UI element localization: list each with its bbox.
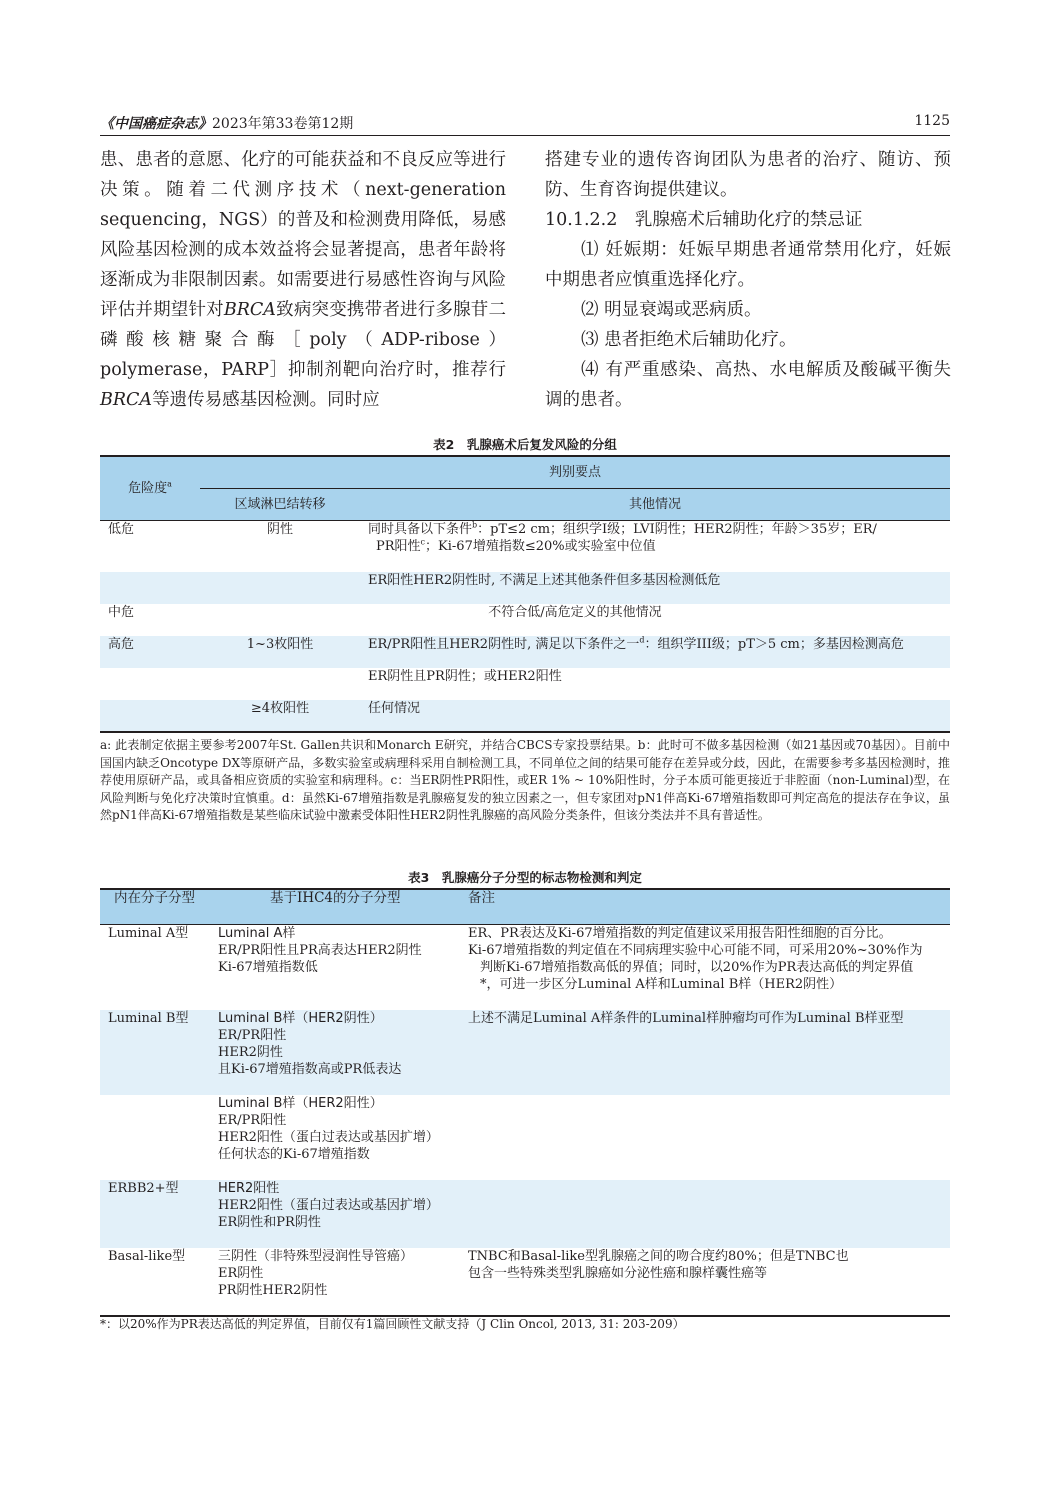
- list-item: ⑴ 妊娠期：妊娠早期患者通常禁用化疗，妊娠中期患者应慎重选择化疗。: [545, 240, 951, 290]
- table3-header-type: 内在分子分型: [100, 889, 210, 925]
- table-row: Basal-like型 三阴性（非特殊型浸润性导管癌） ER阴性 PR阴性HER2阴性 TNBC和Basal-like型乳腺癌之间的吻合度约80%；但是TNBC也 包含一些特殊类型乳腺癌如分泌性癌和腺样囊性癌等: [100, 1248, 950, 1316]
- body-column-left: [100, 145, 506, 415]
- table3-caption: 表3 乳腺癌分子分型的标志物检测和判定: [408, 870, 642, 885]
- table2-header-other: 其他情况: [360, 488, 950, 520]
- table-row: Luminal B型 Luminal B样（HER2阴性） ER/PR阳性 HER2阴性 且Ki-67增殖指数高或PR低表达 上述不满足Luminal A样条件的Luminal样肿瘤均可作为Luminal B样亚型: [100, 1010, 950, 1095]
- gene-name: BRCA: [223, 300, 276, 320]
- running-header: [100, 113, 950, 136]
- section-heading: 10.1.2.2 乳腺癌术后辅助化疗的禁忌证: [545, 210, 863, 230]
- journal-issue: 2023年第33卷第12期: [212, 116, 354, 132]
- page-number: 1125: [914, 113, 950, 129]
- table-row: 中危 不符合低/高危定义的其他情况: [108, 605, 662, 620]
- table2-header-risk: 危险度$^a$: [100, 456, 200, 520]
- table2: [100, 455, 950, 733]
- journal-info: [100, 113, 353, 133]
- gene-name: BRCA: [100, 390, 153, 410]
- list-item: ⑷ 有严重感染、高热、水电解质及酸碱平衡失调的患者。: [545, 360, 951, 410]
- table-row: 高危 1~3枚阳性 ER/PR阳性且HER2阴性时, 满足以下条件之一$^d$：组织学III级；pT＞5 cm；多基因检测高危: [100, 636, 950, 668]
- body-column-right: [545, 145, 951, 415]
- table3-header-ihc: 基于IHC4的分子分型: [210, 889, 460, 925]
- list-item: ⑶ 患者拒绝术后辅助化疗。: [581, 330, 797, 350]
- table-row: ER阳性HER2阴性时, 不满足上述其他条件但多基因检测低危: [100, 572, 950, 604]
- journal-name: 《中国癌症杂志》: [100, 116, 212, 132]
- table-row: 低危 阴性 同时具备以下条件$^b$：pT≤2 cm；组织学Ⅰ级；LVI阴性；HER2阴性；年龄＞35岁；ER/ PR阳性$^c$；Ki-67增殖指数≤20%或实验室中位值: [108, 520, 877, 554]
- table3-footnote: *：以20%作为PR表达高低的判定界值，目前仅有1篇回顾性文献支持（J Clin Oncol, 2013, 31: 203-209）: [100, 1317, 685, 1331]
- table-row: ≥4枚阳性 任何情况: [100, 700, 950, 732]
- table-row: Luminal A型 Luminal A样 ER/PR阳性且PR高表达HER2阴性 Ki-67增殖指数低 ER、PR表达及Ki-67增殖指数的判定值建议采用报告阳性细胞的百分比。 Ki-67增殖指数的判定值在不同病理实验中心可能不同，可采用20%~30%作为 判断Ki-67增殖指数高低的界值；同时，以20%作为PR表达高低的判定界值 *，可进一步区分Luminal A样和Luminal B样（HER2阴性）: [108, 926, 923, 992]
- table2-header-lymph: 区域淋巴结转移: [200, 488, 360, 520]
- list-item: ⑵ 明显衰竭或恶病质。: [581, 300, 762, 320]
- table-row: Luminal B样（HER2阳性） ER/PR阳性 HER2阳性（蛋白过表达或基因扩增） 任何状态的Ki-67增殖指数: [218, 1095, 439, 1162]
- table-row: ERBB2+型 HER2阳性 HER2阳性（蛋白过表达或基因扩增） ER阴性和PR阴性: [100, 1180, 950, 1248]
- table-row: ER阴性且PR阴性；或HER2阳性: [368, 669, 562, 684]
- table2-header-keypoints: 判别要点: [200, 456, 950, 488]
- table2-notes: a: 此表制定依据主要参考2007年St. Gallen共识和Monarch E研究，并结合CBCS专家投票结果。b：此时可不做多基因检测（如21基因或70基因）。目前中国国内缺乏Oncotype DX等原研产品，多数实验室或病理科采用自制检测工具，不同单位之间的结果可能存在差异或分歧，因此，在需要参考多基因检测时，推荐使用原研产品，或具备相应资质的实验室和病理科。c：当ER阴性PR阳性，或ER 1% ~ 10%阳性时，分子本质可能更接近于非腔面（non-Luminal)型，在风险判断与免化疗决策时宜慎重。d：虽然Ki-67增殖指数是乳腺癌复发的独立因素之一，但专家团对pN1伴高Ki-67增殖指数即可判定高危的提法存在争议，虽然pN1伴高Ki-67增殖指数是某些临床试验中激素受体阳性HER2阴性乳腺癌的高风险分类条件，但该分类法并不具有普适性。: [100, 738, 950, 822]
- table2-caption: 表2 乳腺癌术后复发风险的分组: [433, 437, 617, 452]
- body-paragraph: 搭建专业的遗传咨询团队为患者的治疗、随访、预防、生育咨询提供建议。: [545, 150, 951, 200]
- table3-header-notes: 备注: [460, 889, 950, 925]
- table3: [100, 888, 950, 1317]
- body-paragraph: 患、患者的意愿、化疗的可能获益和不良反应等进行决策。随着二代测序技术（next-generation sequencing，NGS）的普及和检测费用降低，易感风险基因检测的成本效益将会显著提高，患者年龄将逐渐成为非限制因素。如需要进行易感性咨询与风险评估并期望针对BRCA致病突变携带者进行多腺苷二磷酸核糖聚合酶［poly（ADP-ribose）polymerase，PARP］抑制剂靶向治疗时，推荐行BRCA等遗传易感基因检测。同时应: [100, 150, 507, 410]
